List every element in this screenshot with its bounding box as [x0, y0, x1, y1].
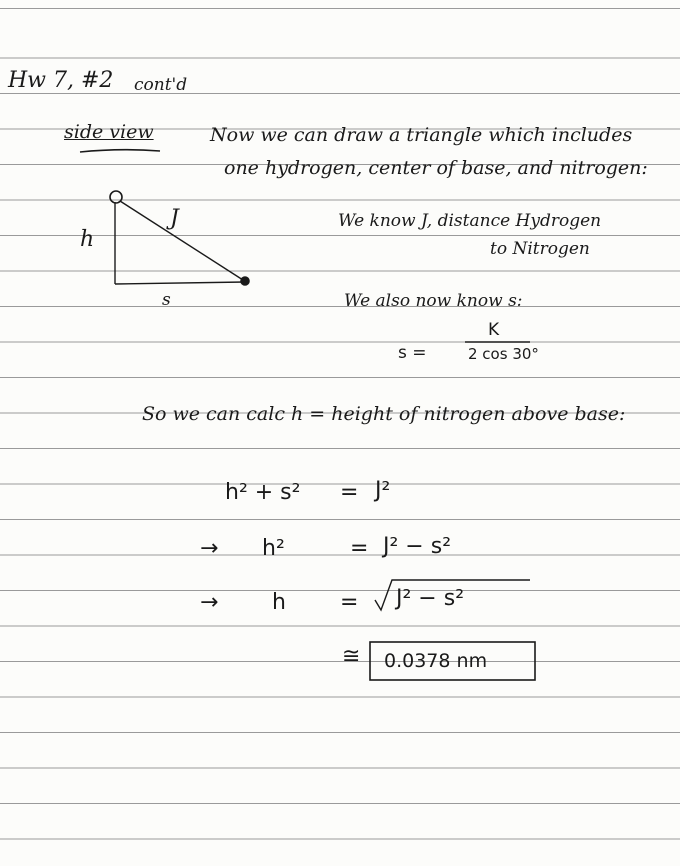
diagram-label-height: h — [80, 227, 95, 252]
eq2-rhs: J² − s² — [383, 534, 452, 559]
eq3-lhs: h — [272, 590, 286, 615]
approx-symbol: ≅ — [342, 644, 361, 669]
text-know-j-2: to Nitrogen — [490, 239, 590, 259]
eq2-lhs: h² — [262, 536, 285, 561]
diagram-label-base: s — [162, 290, 171, 310]
text-line-2: one hydrogen, center of base, and nitrogen: — [224, 157, 648, 179]
base-side — [115, 282, 245, 284]
eq2-equals: = — [350, 536, 369, 561]
eq3-rhs: J² − s² — [396, 586, 465, 611]
text-know-s: We also now know s: — [344, 291, 523, 311]
eq1-lhs: h² + s² — [225, 480, 301, 505]
formula-s-lhs: s = — [398, 343, 427, 363]
formula-s-numerator: K — [488, 320, 500, 340]
result-value: 0.0378 nm — [384, 650, 488, 672]
caption-underline — [80, 150, 160, 152]
eq3-equals: = — [340, 590, 359, 615]
nitrogen-atom — [241, 277, 249, 285]
diagram-caption: side view — [64, 121, 154, 143]
header-title: Hw 7, #2 — [8, 68, 114, 93]
text-calc: So we can calc h = height of nitrogen above base: — [142, 403, 626, 425]
text-line-1: Now we can draw a triangle which includes — [210, 124, 633, 146]
eq1-rhs: J² — [375, 478, 391, 503]
formula-s-denominator: 2 cos 30° — [468, 345, 539, 363]
eq1-equals: = — [340, 480, 359, 505]
header-contd: cont'd — [134, 75, 188, 95]
hypotenuse-side — [120, 201, 243, 280]
diagram-label-hyp: J — [170, 206, 179, 231]
arrow-icon: → — [200, 536, 219, 561]
text-know-j-1: We know J, distance Hydrogen — [338, 211, 602, 231]
arrow-icon: → — [200, 590, 219, 615]
hydrogen-atom — [110, 191, 122, 203]
